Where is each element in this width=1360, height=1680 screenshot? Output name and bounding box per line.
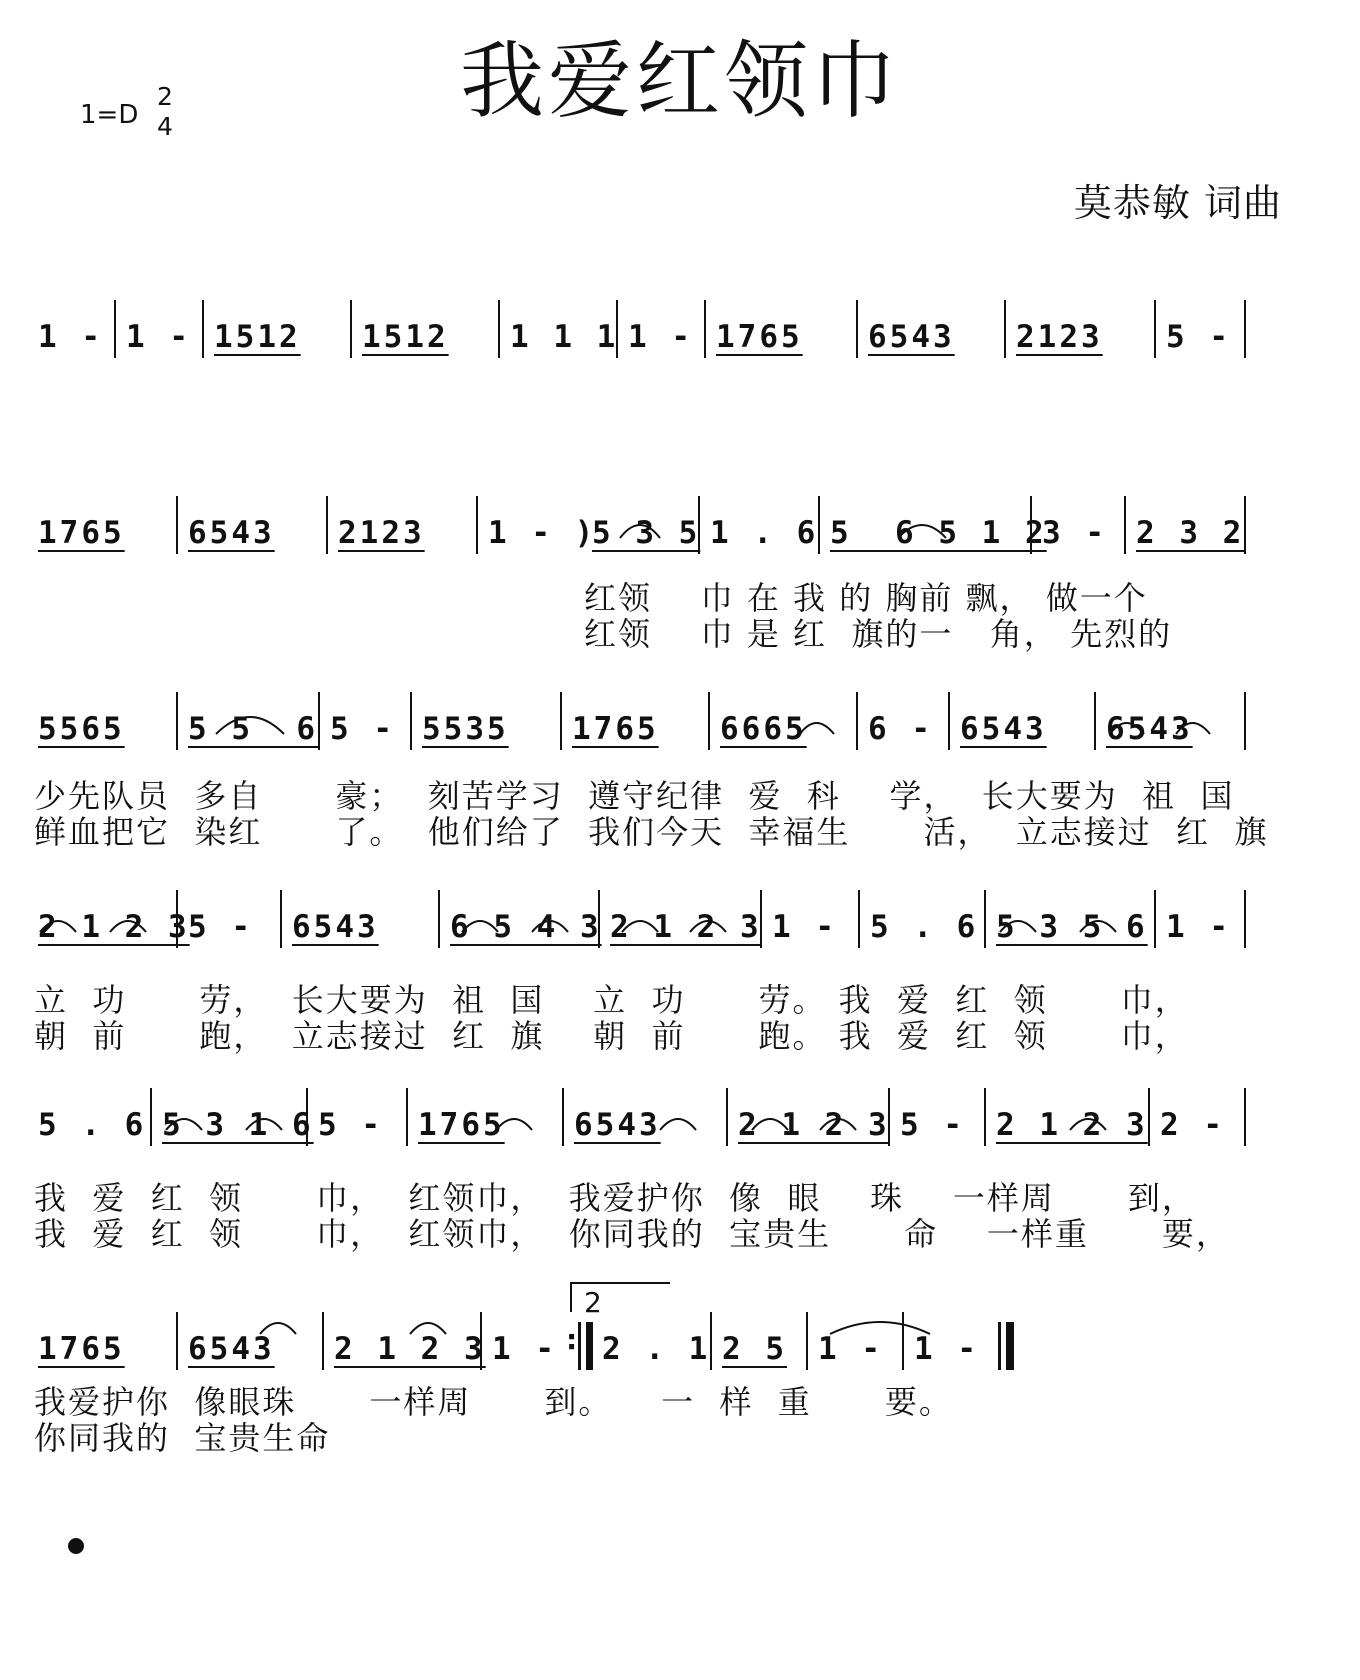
measure: 6543 [858, 300, 1006, 358]
measure: 1512 [352, 300, 500, 358]
measure: 1 - [914, 1331, 979, 1367]
stray-dot [68, 1538, 84, 1554]
measure: 5 3 5 [582, 496, 700, 554]
measure: 2 1 2 3 [600, 890, 762, 948]
lyric-verse-1: 立 功 劳， 长大要为 祖 国 立 功 劳。 我 爱 红 领 巾， [34, 981, 1189, 1019]
measure: 1 - [1156, 890, 1246, 948]
staff-line-6 [0, 1312, 1360, 1472]
measure: 6 5 4 3 [440, 890, 600, 948]
measure: 1 - [28, 300, 116, 358]
measure: 1 - ) [488, 515, 597, 551]
measure: 6543 [282, 890, 440, 948]
measure: 3 - [1032, 496, 1126, 554]
measure: 1765 [562, 692, 710, 750]
measure: 1 - [492, 1331, 557, 1367]
author-credit: 莫恭敏 词曲 [1073, 181, 1282, 225]
measure: 6543 [178, 1312, 324, 1370]
final-barline [998, 1322, 1001, 1370]
lyric-verse-2: 你同我的 宝贵生命 [34, 1419, 331, 1457]
lyric-verse-1: 红领 巾 在 我 的 胸前 飘， 做一个 [584, 579, 1148, 617]
measure: 2 - [1150, 1088, 1246, 1146]
meter-bottom: 4 [157, 112, 173, 141]
measure: 6665 [710, 692, 858, 750]
staff-line-2 [0, 496, 1360, 656]
volta-number: 2 [584, 1286, 602, 1319]
measure: 1 - [116, 300, 204, 358]
measure: 5 5 6 [178, 692, 320, 750]
measure: 1 . 6 [700, 496, 820, 554]
measure: 2 1 2 3 [28, 890, 178, 948]
staff-line-3 [0, 692, 1360, 852]
measure: 5 . 6 [28, 1088, 152, 1146]
lyric-verse-1: 我 爱 红 领 巾， 红领巾， 我爱护你 像 眼 珠 一样周 到， [34, 1179, 1196, 1217]
measure: 5 - [308, 1088, 408, 1146]
measure: 5 3 1 6 [152, 1088, 308, 1146]
lyric-verse-1: 少先队员 多自 豪； 刻苦学习 遵守纪律 爱 科 学， 长大要为 祖 国 [34, 777, 1235, 815]
measure: 5 3 5 6 [986, 890, 1156, 948]
measure: 1 - [762, 890, 860, 948]
measure: 5 . 6 [860, 890, 986, 948]
meter-top: 2 [157, 82, 173, 111]
measure: 5 - [890, 1088, 986, 1146]
measure: 6 - [858, 692, 950, 750]
measure: 2 1 2 3 [728, 1088, 890, 1146]
measure: 1512 [204, 300, 352, 358]
repeat-barline [578, 1322, 581, 1370]
measure: 1765 [28, 496, 178, 554]
measure: 5 - [178, 890, 282, 948]
measure: 2 3 2 [1126, 496, 1246, 554]
repeat-sign: : [566, 1323, 578, 1356]
measure: 2 5 [712, 1312, 808, 1370]
measure: 1765 [28, 1312, 178, 1370]
measure: 2 . 1 [592, 1312, 712, 1370]
measure: 5535 [412, 692, 562, 750]
staff-line-4 [0, 890, 1360, 1055]
lyric-verse-1: 我爱护你 像眼珠 一样周 到。 一 样 重 要。 [34, 1383, 953, 1421]
measure: 1 - [618, 300, 706, 358]
lyric-verse-2: 红领 巾 是 红 旗的一 角， 先烈的 [584, 615, 1173, 653]
measure: 1765 [408, 1088, 564, 1146]
measure: 5565 [28, 692, 178, 750]
lyric-verse-2: 鲜血把它 染红 了。 他们给了 我们今天 幸福生 活， 立志接过 红 旗 [34, 813, 1269, 851]
measure: 5 6 5 1 2 [820, 496, 1032, 554]
repeat-barline-thick [586, 1322, 593, 1370]
final-barline-thick [1006, 1322, 1014, 1370]
measure: 5 - [1156, 300, 1246, 358]
measure: 6543 [564, 1088, 728, 1146]
measure: 1765 [706, 300, 858, 358]
measure: 5 - [320, 692, 412, 750]
measure: 2 1 2 3 [986, 1088, 1150, 1146]
measure: 6543 [1096, 692, 1246, 750]
measure: 6543 [178, 496, 328, 554]
measure: 1 - [808, 1312, 904, 1370]
time-signature [154, 82, 176, 142]
song-title: 我爱红领巾 [459, 32, 900, 130]
measure: 6543 [950, 692, 1096, 750]
lyric-verse-2: 朝 前 跑， 立志接过 红 旗 朝 前 跑。 我 爱 红 领 巾， [34, 1017, 1189, 1055]
measure: 2123 [1006, 300, 1156, 358]
staff-line-1 [0, 300, 1360, 460]
volta-bracket [570, 1282, 670, 1319]
measure: 2123 [328, 496, 478, 554]
measure: 1 1 1 [500, 300, 618, 358]
key-signature: 1=D [80, 100, 139, 130]
lyric-verse-2: 我 爱 红 领 巾， 红领巾， 你同我的 宝贵生 命 一样重 要， [34, 1215, 1230, 1253]
measure: 2 1 2 3 [324, 1312, 482, 1370]
staff-line-5 [0, 1088, 1360, 1253]
